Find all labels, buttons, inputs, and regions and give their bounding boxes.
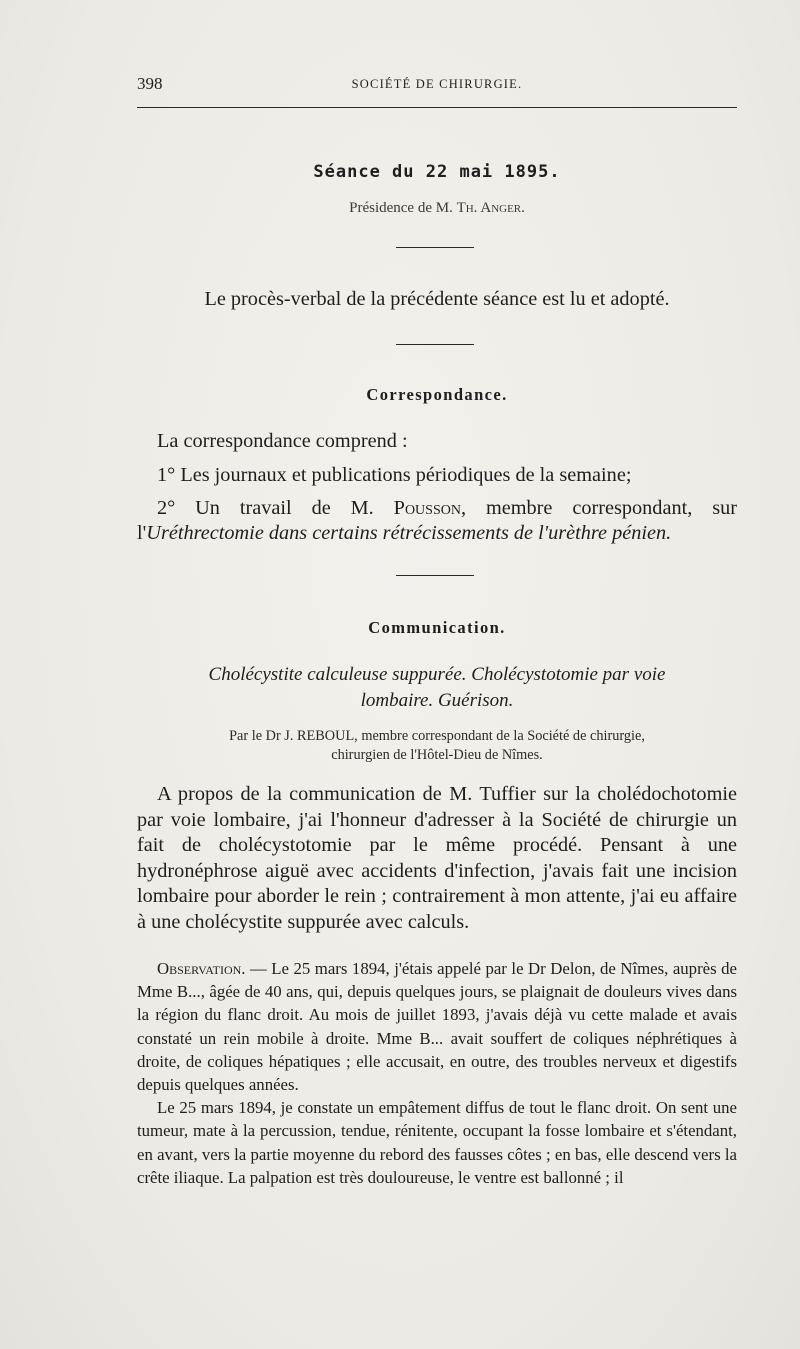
section-divider <box>396 575 474 576</box>
item2-work-title: Uréthrectomie dans certains rétrécissements de l'urèthre pénien. <box>146 522 672 544</box>
session-title: Séance du 22 mai 1895. <box>313 162 561 182</box>
communication-heading: Communication. <box>368 618 506 637</box>
observation-label: Observation. <box>157 959 246 978</box>
running-title: SOCIÉTÉ DE CHIRURGIE. <box>351 77 523 91</box>
communication-title: Cholécystite calculeuse suppurée. Cholécystotomie par voie lombaire. Guérison. <box>208 664 666 711</box>
observation-paragraph-2: Le 25 mars 1894, je constate un empâtement diffus de tout le flanc droit. On sent une tumeur, mate à la percussion, tendue, rénitente, occupant la fosse lombaire et s'étendant, en avant, vers la partie moyenne du rebord des fausses côtes ; en bas, elle descend vers la crête iliaque. La palpation est très douloureuse, le ventre est ballonné ; il <box>137 1098 737 1187</box>
correspondance-intro: La correspondance comprend : <box>157 430 408 452</box>
author-line-2: chirurgien de l'Hôtel-Dieu de Nîmes. <box>331 747 543 763</box>
presidence-prefix: Présidence de M. <box>349 200 453 216</box>
communication-paragraph: A propos de la communication de M. Tuffier sur la cholédochotomie par voie lombaire, j'ai l'honneur d'adresser à la Société de chirurgie un fait de cholécystotomie par le même procédé. Pensant à une hydronéphrose aiguë avec accidents d'infection, j'avais fait une incision lombaire pour aborder le rein ; contrairement à mon attente, j'ai eu affaire à une cholécystite suppurée avec calculs. <box>137 783 737 933</box>
section-divider <box>396 247 474 248</box>
correspondance-heading: Correspondance. <box>366 385 508 404</box>
presidence-line <box>137 200 737 217</box>
item2-middle: membre correspondant, sur l' <box>137 497 737 544</box>
header-rule <box>137 107 737 108</box>
observation-paragraph-1: — Le 25 mars 1894, j'étais appelé par le Dr Delon, de Nîmes, auprès de Mme B..., âgée de 40 ans, qui, depuis quelques jours, se plaignait de douleurs vives dans la région du flanc droit. Au mois de juillet 1893, j'avais déjà vu cette malade et avais constaté un rein mobile à droite. Mme B... avait souffert de coliques néphrétiques à droite, de coliques hépatiques ; elle accusait, en outre, des troubles nerveux et digestifs depuis quelques années. <box>137 959 737 1095</box>
page-number: 398 <box>137 74 163 93</box>
item2-name: Pousson, <box>393 497 467 519</box>
page-header <box>137 74 737 98</box>
section-divider <box>396 344 474 345</box>
author-line-1: Par le Dr J. REBOUL, membre correspondant de la Société de chirurgie, <box>229 728 645 744</box>
correspondance-item-1: 1° Les journaux et publications périodiques de la semaine; <box>157 464 632 486</box>
author-line <box>137 727 737 765</box>
observation <box>137 957 737 1189</box>
item2-prefix: 2° Un travail de M. <box>157 497 374 519</box>
proces-verbal: Le procès-verbal de la précédente séance est lu et adopté. <box>204 288 670 310</box>
president-name: Th. Anger. <box>456 200 525 216</box>
correspondance-item-2 <box>137 496 737 546</box>
